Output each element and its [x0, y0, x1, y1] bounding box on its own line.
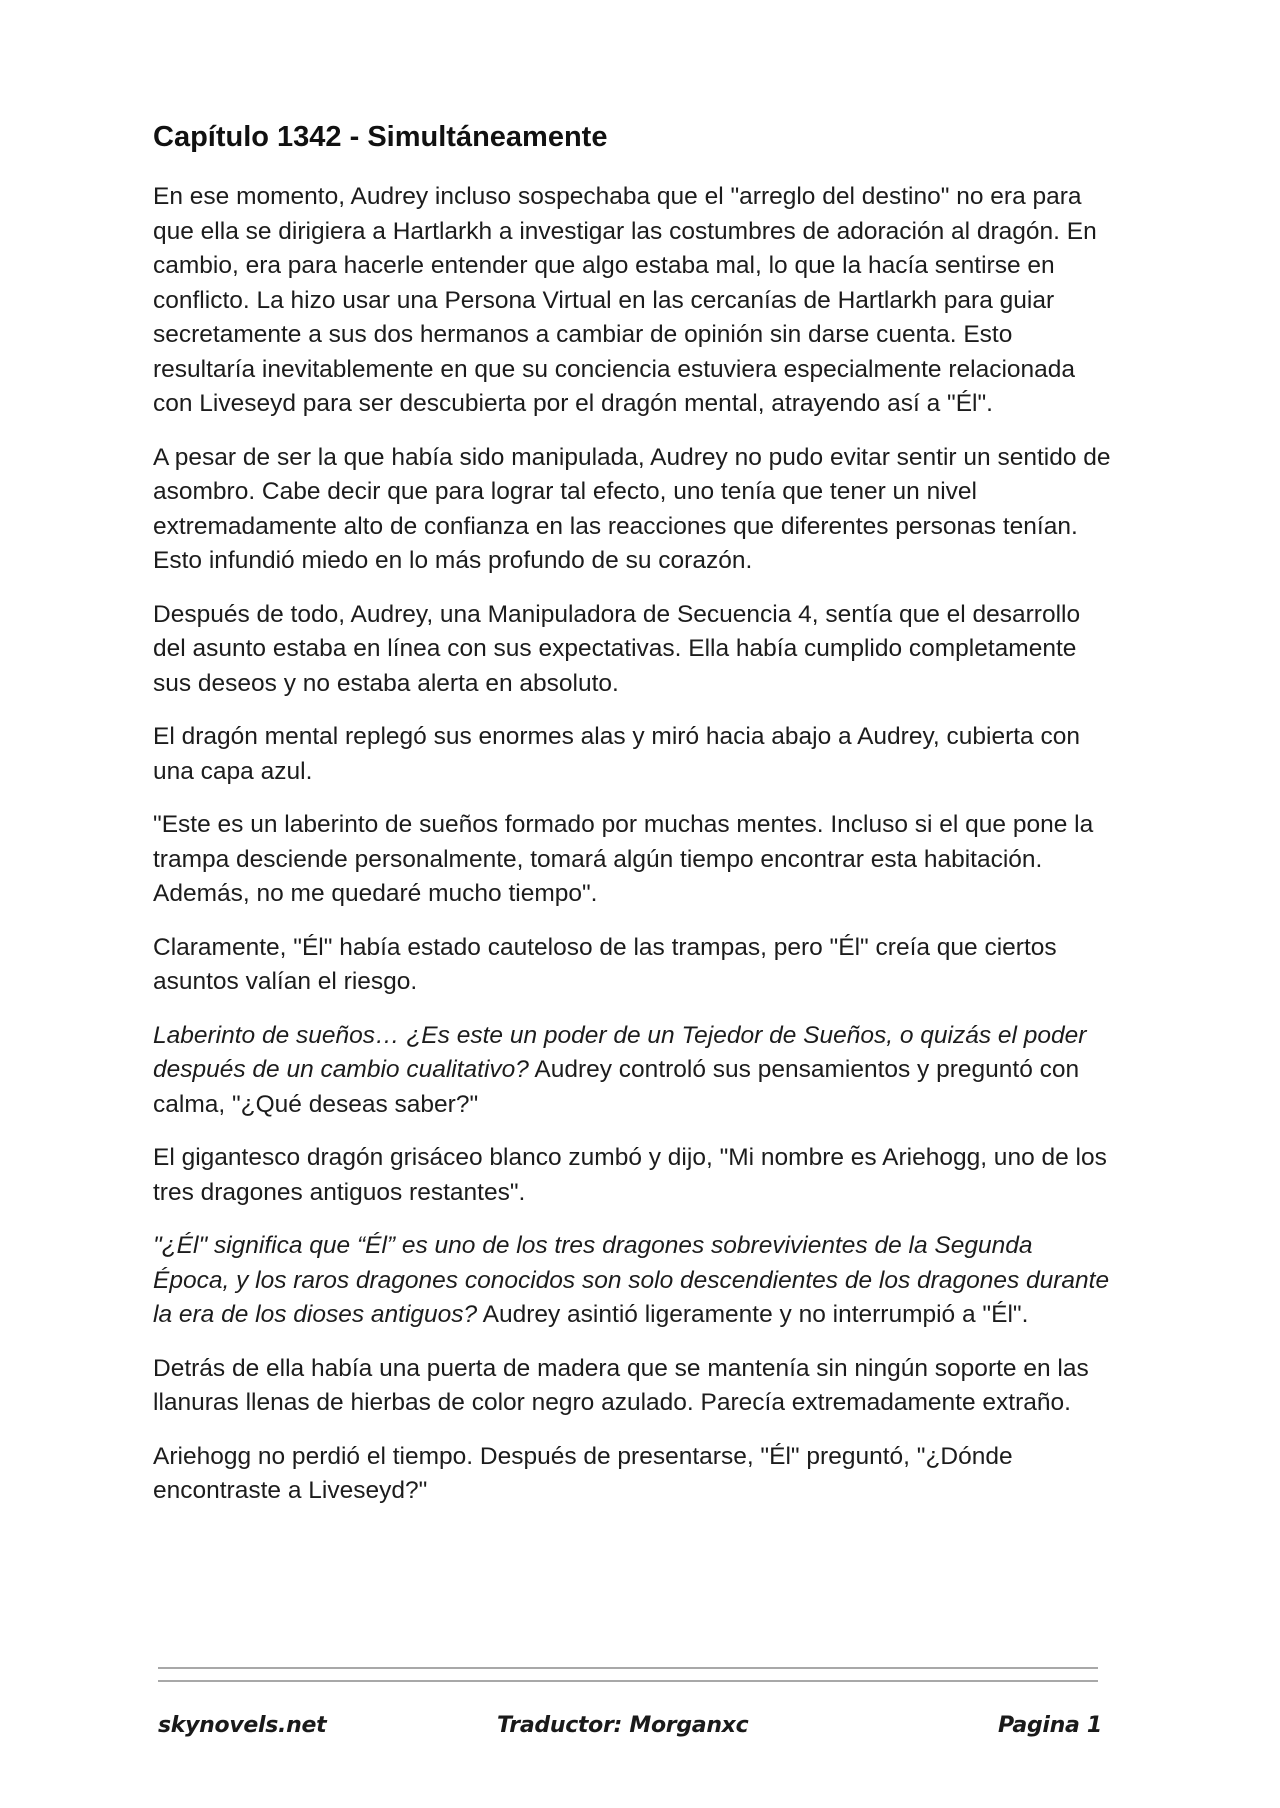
paragraph-text: Ariehogg no perdió el tiempo. Después de presentarse, "Él" preguntó, "¿Dónde encontraste a Liveseyd?"	[153, 1442, 1013, 1504]
paragraph	[153, 441, 1113, 579]
paragraph-italic-text: Laberinto de sueños… ¿Es este un poder de un Tejedor de Sueños, o quizás el poder después de un cambio cualitativo?	[153, 1021, 1087, 1083]
paragraph	[153, 1019, 1113, 1123]
paragraph	[153, 1229, 1113, 1333]
paragraph-italic-text: "¿Él" significa que “Él” es uno de los tres dragones sobrevivientes de la Segunda Época, y los raros dragones conocidos son solo descendientes de los dragones durante la era de los dioses antiguos?	[153, 1232, 1110, 1328]
paragraph-text: Después de todo, Audrey, una Manipuladora de Secuencia 4, sentía que el desarrollo del asunto estaba en línea con sus expectativas. Ella había cumplido completamente sus deseos y no estaba alerta en absoluto.	[153, 600, 1081, 697]
footer-translator: Traductor: Morganxc	[497, 1713, 749, 1738]
chapter-body	[153, 180, 1113, 1509]
paragraph-text: Audrey asintió ligeramente y no interrumpió a "Él".	[477, 1301, 1029, 1328]
paragraph	[153, 808, 1113, 912]
paragraph	[153, 1141, 1113, 1210]
paragraph-text: Audrey controló sus pensamientos y preguntó con calma, "¿Qué deseas saber?"	[153, 1056, 1080, 1118]
paragraph-text: En ese momento, Audrey incluso sospechaba que el "arreglo del destino" no era para que ella se dirigiera a Hartlarkh a investigar las costumbres de adoración al dragón. En cambio, era para hacerle entender que algo estaba mal, lo que la hacía sentirse en conflicto. La hizo usar una Persona Virtual en las cercanías de Hartlarkh para guiar secretamente a sus dos hermanos a cambiar de opinión sin darse cuenta. Esto resultaría inevitablemente en que su conciencia estuviera especialmente relacionada con Liveseyd para ser descubierta por el dragón mental, atrayendo así a "Él".	[153, 183, 1097, 417]
paragraph	[153, 180, 1113, 422]
chapter-content	[153, 118, 1113, 1528]
paragraph-text: Claramente, "Él" había estado cauteloso de las trampas, pero "Él" creía que ciertos asuntos valían el riesgo.	[153, 933, 1057, 995]
footer-site-name: skynovels.net	[158, 1713, 327, 1738]
paragraph-text: A pesar de ser la que había sido manipulada, Audrey no pudo evitar sentir un sentido de asombro. Cabe decir que para lograr tal efecto, uno tenía que tener un nivel extremadamente alto de confianza en las reacciones que diferentes personas tenían. Esto infundió miedo en lo más profundo de su corazón.	[153, 443, 1111, 574]
paragraph-text: "Este es un laberinto de sueños formado por muchas mentes. Incluso si el que pone la trampa desciende personalmente, tomará algún tiempo encontrar esta habitación. Además, no me quedaré mucho tiempo".	[153, 811, 1094, 907]
paragraph	[153, 720, 1113, 789]
chapter-title: Capítulo 1342 - Simultáneamente	[153, 121, 608, 153]
paragraph	[153, 598, 1113, 702]
paragraph	[153, 1440, 1113, 1509]
footer-divider-top	[158, 1667, 1098, 1669]
footer-page-number: Pagina 1	[998, 1713, 1102, 1738]
paragraph	[153, 1352, 1113, 1421]
paragraph-text: Detrás de ella había una puerta de madera que se mantenía sin ningún soporte en las llanuras llenas de hierbas de color negro azulado. Parecía extremadamente extraño.	[153, 1354, 1089, 1416]
paragraph-text: El dragón mental replegó sus enormes alas y miró hacia abajo a Audrey, cubierta con una capa azul.	[153, 723, 1080, 785]
footer-divider-bottom	[158, 1680, 1098, 1682]
paragraph-text: El gigantesco dragón grisáceo blanco zumbó y dijo, "Mi nombre es Ariehogg, uno de los tres dragones antiguos restantes".	[153, 1144, 1107, 1206]
paragraph	[153, 931, 1113, 1000]
